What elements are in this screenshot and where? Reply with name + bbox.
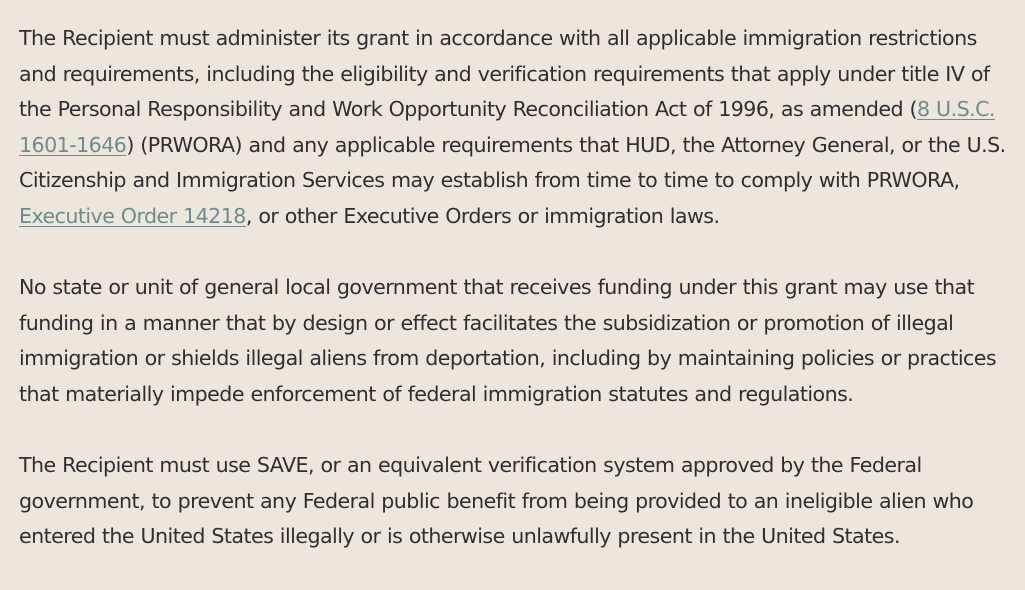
executive-order-link[interactable]: Executive Order 14218: [19, 203, 246, 228]
paragraph-text: , or other Executive Orders or immigration laws.: [245, 203, 720, 228]
document-body: [19, 21, 1015, 590]
paragraph-text: The Recipient must administer its grant in accordance with all applicable immigration restrictions and requirements, including the eligibility and verification requirements that apply under title IV of the Personal Responsibility and Work Opportunity Reconciliation Act of 1996, as amended (: [19, 26, 990, 122]
paragraph-text: ) (PRWORA) and any applicable requirements that HUD, the Attorney General, or the U.S. Citizenship and Immigration Services may establish from time to time to comply with PRWORA,: [19, 132, 1006, 193]
paragraph-save-verification: The Recipient must use SAVE, or an equivalent verification system approved by the Federal government, to prevent any Federal public benefit from being provided to an ineligible alien who entered the United States illegally or is otherwise unlawfully present in the United States.: [19, 452, 974, 549]
paragraph-immigration-requirements: [19, 21, 1015, 235]
usc-citation-link[interactable]: 8 U.S.C. 1601-1646: [19, 97, 995, 157]
paragraph-funding-restriction: No state or unit of general local government that receives funding under this grant may use that funding in a manner that by design or effect facilitates the subsidization or promotion of illegal immigration or shields illegal aliens from deportation, including by maintaining policies or practices that materially impede enforcement of federal immigration statutes and regulations.: [19, 275, 997, 406]
